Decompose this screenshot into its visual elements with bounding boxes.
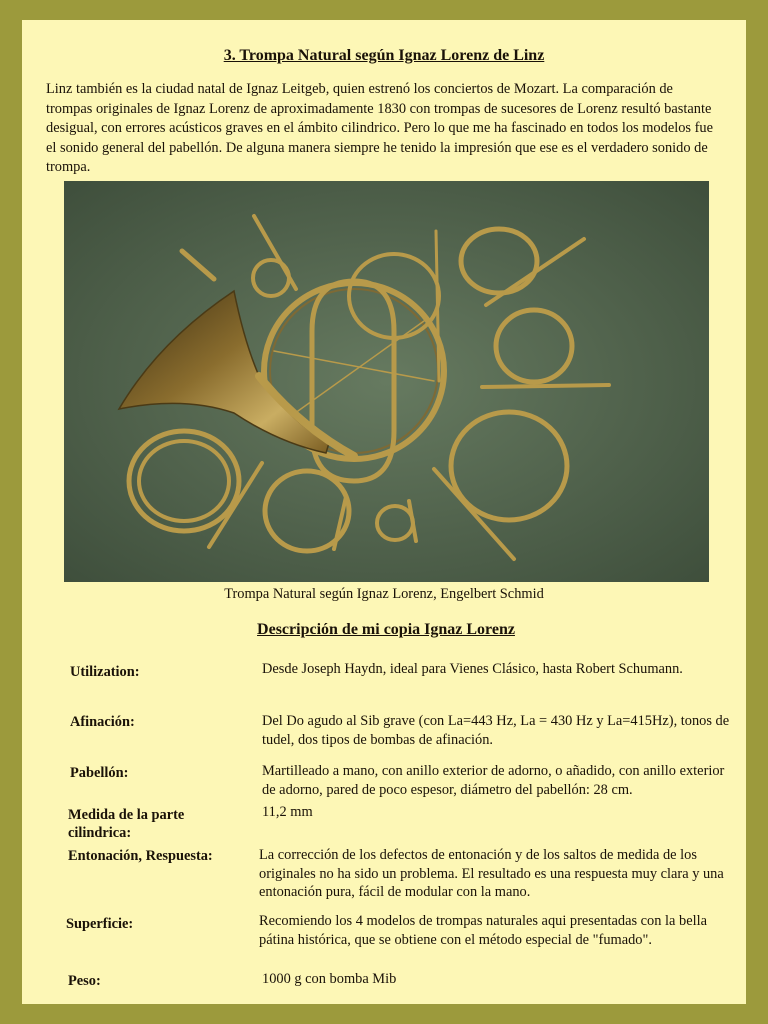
horn-photo xyxy=(64,181,709,582)
photo-caption: Trompa Natural según Ignaz Lorenz, Engelbert Schmid xyxy=(224,586,544,602)
spec-value-pabellon: Martilleado a mano, con anillo exterior de adorno, o añadido, con anillo exterior de adorno, pared de poco espesor, diámetro del pabellón: 28 cm. xyxy=(262,763,725,798)
spec-label-medida-cilindrica: Medida de la parte cilindrica: xyxy=(68,807,185,841)
intro-paragraph: Linz también es la ciudad natal de Ignaz Leitgeb, quien estrenó los conciertos de Mozart. La comparación de trompas originales de Ignaz Lorenz de aproximadamente 1830 con trompas de sucesores de Lorenz resultó bastante desigual, con errores acústicos graves en el ámbito cilindrico. Pero lo que me ha fascinado en todos los modelos fue el sonido general del pabellón. De alguna manera siempre he tenido la impresión que ese es el verdadero sonido de trompa. xyxy=(46,81,713,176)
spec-value-peso: 1000 g con bomba Mib xyxy=(262,971,397,987)
spec-label-afinacion: Afinación: xyxy=(70,714,135,730)
spec-value-medida-cilindrica: 11,2 mm xyxy=(262,804,313,820)
spec-value-afinacion: Del Do agudo al Sib grave (con La=443 Hz, La = 430 Hz y La=415Hz), tonos de tudel, dos tipos de bombas de afinación. xyxy=(262,713,730,748)
spec-label-entonacion-respuesta: Entonación, Respuesta: xyxy=(68,848,213,864)
spec-value-entonacion-respuesta: La corrección de los defectos de entonación y de los saltos de medida de los originales no ha sido un problema. El resultado es una respuesta muy clara y una entonación pura, fácil de modular con la mano. xyxy=(259,847,724,901)
natural-horn-illustration xyxy=(64,181,709,582)
spec-label-peso: Peso: xyxy=(68,973,101,989)
spec-value-utilization: Desde Joseph Haydn, ideal para Vienes Clásico, hasta Robert Schumann. xyxy=(262,661,683,677)
spec-label-pabellon: Pabellón: xyxy=(70,765,129,781)
spec-label-superficie: Superficie: xyxy=(66,916,134,932)
document-page xyxy=(22,20,746,1004)
spec-label-utilization: Utilization: xyxy=(70,664,140,680)
document-title: 3. Trompa Natural según Ignaz Lorenz de Linz xyxy=(223,47,545,64)
section-title: Descripción de mi copia Ignaz Lorenz xyxy=(257,621,515,638)
spec-value-superficie: Recomiendo los 4 modelos de trompas naturales aqui presentadas con la bella pátina histórica, que se obtiene con el método especial de "fumado". xyxy=(259,913,707,948)
